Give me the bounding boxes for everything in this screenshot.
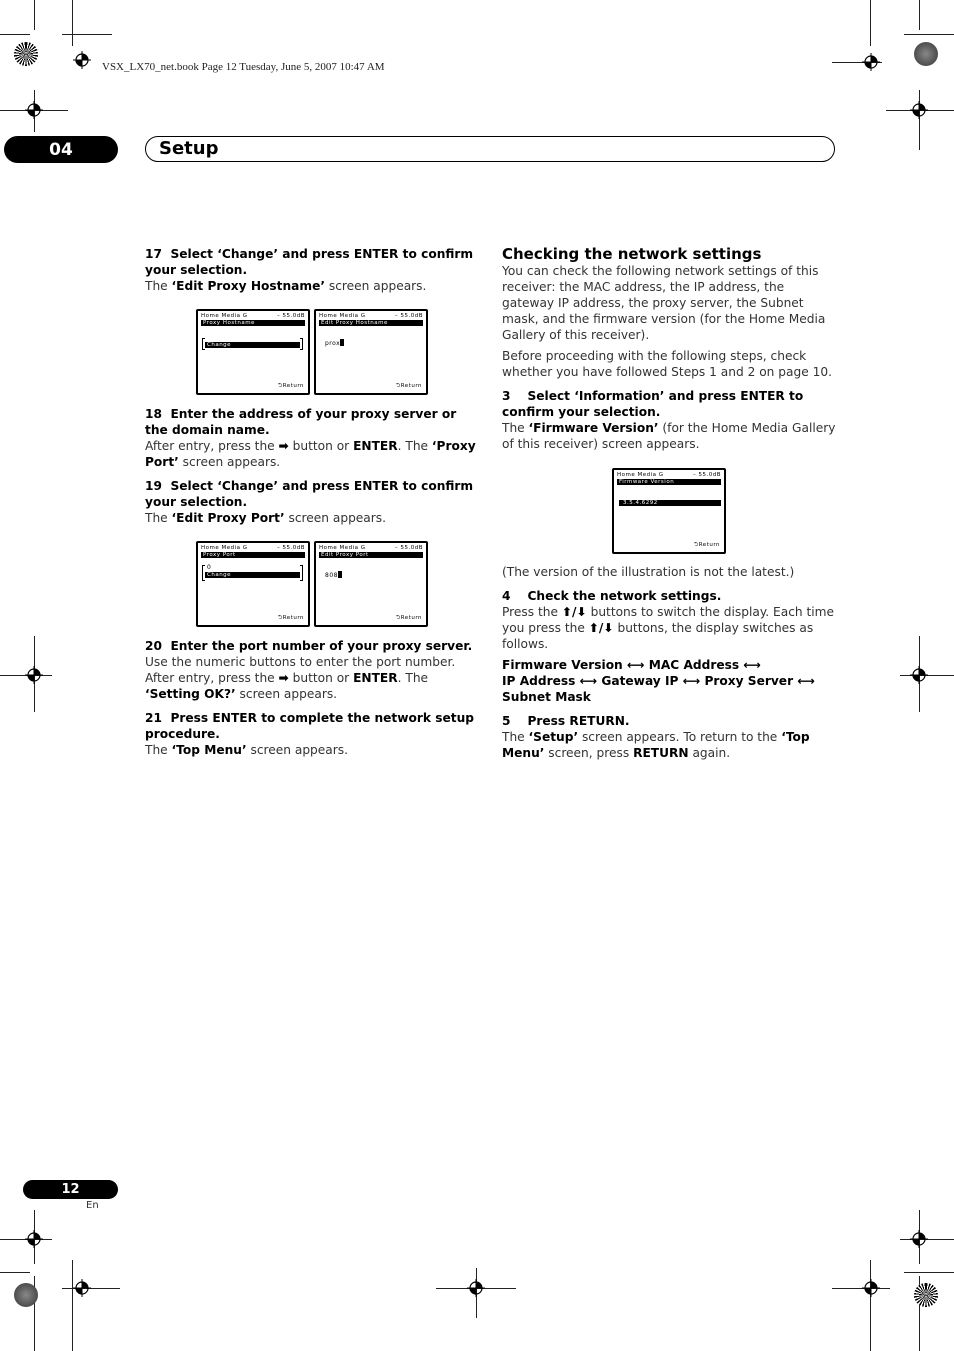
step-17-body: The ‘Edit Proxy Hostname’ screen appears. bbox=[145, 279, 427, 293]
step-4-body: Press the ⬆/⬇ buttons to switch the display. Each time you press the ⬆/⬇ buttons, the display switches as follows. bbox=[502, 605, 835, 651]
registration-target-icon bbox=[25, 1230, 43, 1248]
right-column-2 bbox=[502, 564, 837, 761]
cursor-icon bbox=[340, 339, 344, 346]
registration-target-icon bbox=[467, 1279, 485, 1297]
step-20: 20 Enter the port number of your proxy server. bbox=[145, 639, 473, 653]
section-heading: Checking the network settings bbox=[502, 245, 762, 263]
osd-title: Proxy Port bbox=[201, 552, 305, 558]
step-3-body: The ‘Firmware Version’ (for the Home Media Gallery of this receiver) screen appears. bbox=[502, 421, 836, 451]
registration-target-icon bbox=[910, 666, 928, 684]
osd-return: ⮌Return bbox=[277, 383, 304, 389]
step-5-body: The ‘Setup’ screen appears. To return to the ‘Top Menu’ screen, press RETURN again. bbox=[502, 730, 810, 760]
osd-value: prox bbox=[325, 340, 341, 347]
double-arrow-icon: ⟷ bbox=[579, 674, 598, 688]
osd-level: – 55.0dB bbox=[276, 313, 305, 319]
step-3: 3 Select ‘Information’ and press ENTER to confirm your selection. bbox=[502, 389, 804, 419]
chapter-number: 04 bbox=[4, 136, 118, 163]
step-20-body: Use the numeric buttons to enter the port number. After entry, press the ➡ button or ENTER. The ‘Setting OK?’ screen appears. bbox=[145, 655, 456, 701]
return-icon: ⮌ bbox=[395, 383, 401, 389]
registration-target-icon bbox=[73, 51, 91, 69]
cursor-icon bbox=[338, 571, 342, 578]
osd-edit-proxy-hostname bbox=[314, 309, 428, 395]
osd-proxy-port bbox=[196, 541, 310, 627]
illustration-note: (The version of the illustration is not the latest.) bbox=[502, 565, 795, 579]
color-patch-icon bbox=[914, 42, 938, 66]
osd-source: Home Media G bbox=[201, 313, 248, 319]
osd-title: Edit Proxy Hostname bbox=[319, 320, 423, 326]
osd-value: 808 bbox=[325, 572, 338, 579]
osd-proxy-hostname bbox=[196, 309, 310, 395]
display-cycle: Firmware Version ⟷ MAC Address ⟷ IP Address ⟷ Gateway IP ⟷ Proxy Server ⟷ Subnet Mask bbox=[502, 658, 815, 704]
registration-target-icon bbox=[25, 101, 43, 119]
osd-level: – 55.0dB bbox=[394, 545, 423, 551]
step-5: 5 Press RETURN. bbox=[502, 714, 630, 728]
osd-return: ⮌Return bbox=[277, 615, 304, 621]
osd-edit-proxy-port bbox=[314, 541, 428, 627]
double-arrow-icon: ⟷ bbox=[797, 674, 815, 688]
chapter-title: Setup bbox=[159, 138, 219, 159]
double-arrow-icon: ⟷ bbox=[682, 674, 701, 688]
double-arrow-icon: ⟷ bbox=[743, 658, 761, 672]
osd-source: Home Media G bbox=[319, 545, 366, 551]
osd-return: ⮌Return bbox=[395, 383, 422, 389]
step-19-body: The ‘Edit Proxy Port’ screen appears. bbox=[145, 511, 387, 525]
registration-target-icon bbox=[862, 1279, 880, 1297]
step-18-body: After entry, press the ➡ button or ENTER. The ‘Proxy Port’ screen appears. bbox=[145, 439, 476, 469]
step-21-body: The ‘Top Menu’ screen appears. bbox=[145, 743, 348, 757]
right-column bbox=[502, 245, 837, 452]
osd-title: Firmware Version bbox=[617, 479, 721, 485]
up-down-arrows-icon: ⬆/⬇ bbox=[588, 621, 614, 635]
color-patch-icon bbox=[14, 1283, 38, 1307]
double-arrow-icon: ⟷ bbox=[627, 658, 645, 672]
step-4: 4 Check the network settings. bbox=[502, 589, 722, 603]
osd-firmware-value: 3.5.4.6292 bbox=[619, 500, 721, 506]
step-17: 17 Select ‘Change’ and press ENTER to confirm your selection. bbox=[145, 247, 474, 277]
osd-return: ⮌Return bbox=[693, 542, 720, 548]
left-column-3 bbox=[145, 638, 480, 758]
osd-title: Edit Proxy Port bbox=[319, 552, 423, 558]
print-header: VSX_LX70_net.book Page 12 Tuesday, June 5, 2007 10:47 AM bbox=[102, 61, 385, 73]
return-icon: ⮌ bbox=[277, 615, 283, 621]
left-column bbox=[145, 246, 480, 294]
osd-level: – 55.0dB bbox=[276, 545, 305, 551]
chapter-header-bar bbox=[145, 136, 835, 162]
osd-level: – 55.0dB bbox=[692, 472, 721, 478]
registration-target-icon bbox=[862, 53, 880, 71]
osd-selected-item: Change bbox=[205, 342, 300, 348]
osd-firmware-version bbox=[612, 468, 726, 554]
step-18: 18 Enter the address of your proxy server or the domain name. bbox=[145, 407, 457, 437]
osd-source: Home Media G bbox=[319, 313, 366, 319]
starburst-icon bbox=[914, 1283, 938, 1307]
return-icon: ⮌ bbox=[277, 383, 283, 389]
registration-target-icon bbox=[73, 1279, 91, 1297]
step-21: 21 Press ENTER to complete the network setup procedure. bbox=[145, 711, 474, 741]
step-19: 19 Select ‘Change’ and press ENTER to confirm your selection. bbox=[145, 479, 474, 509]
up-down-arrows-icon: ⬆/⬇ bbox=[561, 605, 587, 619]
osd-source: Home Media G bbox=[617, 472, 664, 478]
starburst-icon bbox=[14, 42, 38, 66]
page-number: 12 bbox=[23, 1180, 118, 1199]
right-arrow-icon: ➡ bbox=[278, 671, 289, 685]
registration-target-icon bbox=[25, 666, 43, 684]
osd-title: Proxy Hostname bbox=[201, 320, 305, 326]
osd-source: Home Media G bbox=[201, 545, 248, 551]
registration-target-icon bbox=[910, 101, 928, 119]
osd-value: 0 bbox=[207, 564, 212, 571]
registration-target-icon bbox=[910, 1230, 928, 1248]
osd-level: – 55.0dB bbox=[394, 313, 423, 319]
left-column-2 bbox=[145, 406, 480, 526]
right-arrow-icon: ➡ bbox=[278, 439, 289, 453]
intro-paragraph: You can check the following network settings of this receiver: the MAC address, the IP address, the gateway IP address, the proxy server, the Subnet mask, and the firmware version (for the Home Media Gallery of this receiver). bbox=[502, 264, 826, 342]
return-icon: ⮌ bbox=[395, 615, 401, 621]
osd-selected-item: Change bbox=[205, 572, 300, 578]
osd-return: ⮌Return bbox=[395, 615, 422, 621]
return-icon: ⮌ bbox=[693, 542, 699, 548]
prerequisite-paragraph: Before proceeding with the following steps, check whether you have followed Steps 1 and 2 on page 10. bbox=[502, 349, 832, 379]
language-code: En bbox=[86, 1200, 99, 1211]
